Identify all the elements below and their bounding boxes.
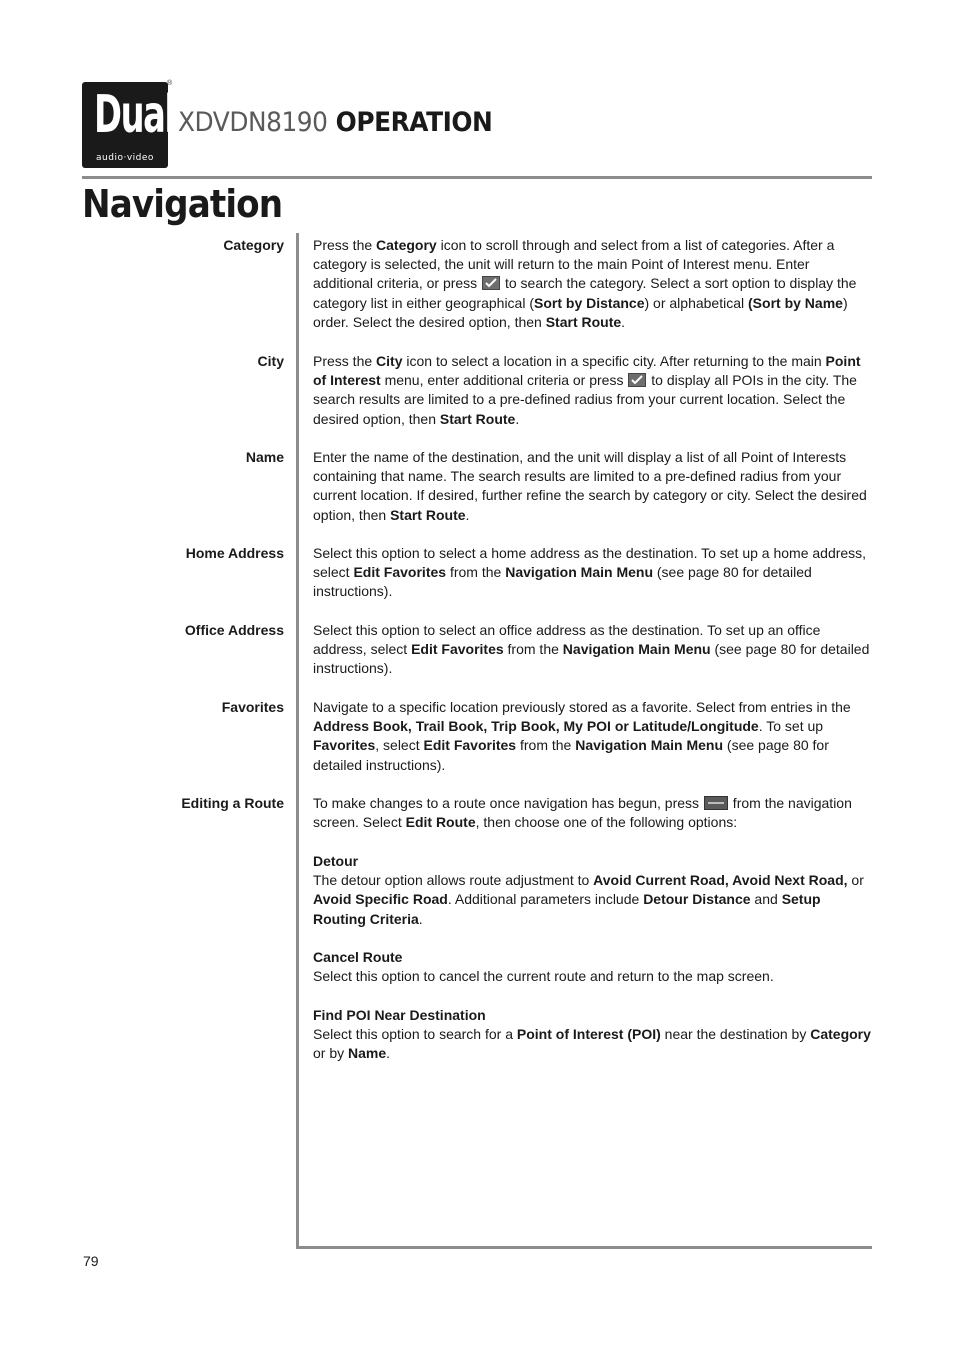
text: . xyxy=(465,506,470,523)
text: Press the xyxy=(313,237,377,253)
label-editing-a-route: Editing a Route xyxy=(181,795,284,811)
text-bold: Point of Interest (POI) xyxy=(516,1026,661,1043)
text: . xyxy=(515,410,520,427)
text: icon to scroll through and select from a list of categories. After a category is selected, the unit will return to the main Point of Interest menu. Enter additional criteria, or press xyxy=(313,237,835,292)
text: from the xyxy=(503,641,563,658)
text-bold: Edit Favorites xyxy=(423,737,517,754)
text: to display all POIs in the city. The search results are limited to a pre-defined radius from your current location. Select the desired option, then xyxy=(313,372,857,427)
label-city: City xyxy=(257,353,284,369)
text-bold: Edit Route xyxy=(405,814,476,831)
text: near the destination by xyxy=(660,1026,811,1043)
text: . To set up xyxy=(758,718,824,735)
text-bold: Navigation Main Menu xyxy=(562,641,711,658)
menu-icon xyxy=(704,796,728,810)
header-title xyxy=(178,106,492,140)
text-bold: City xyxy=(376,353,403,369)
label-category: Category xyxy=(223,237,284,253)
para-category xyxy=(313,236,873,332)
para-name xyxy=(313,448,873,525)
text: . xyxy=(621,313,626,330)
text-bold: Start Route xyxy=(545,313,622,330)
text-bold: Address Book, Trail Book, Trip Book, My POI or Latitude/Longitude xyxy=(313,718,759,735)
text-bold: Sort by Distance xyxy=(534,294,645,311)
text-bold: Avoid Current Road, Avoid Next Road, xyxy=(593,872,848,889)
text: Enter the name of the destination, and the unit will display a list of all Point of Interests containing that name. The search results are limited to a pre-defined radius from your current location. If desired, further refine the search by category or city. Select the desired option, then xyxy=(313,449,867,523)
para-cancel-route xyxy=(313,948,873,986)
dual-logo xyxy=(82,82,175,168)
label-home-address: Home Address xyxy=(185,545,284,561)
text-bold: Edit Favorites xyxy=(353,564,447,581)
text: Select this option to cancel the current route and return to the map screen. xyxy=(313,968,774,985)
subheading-cancel-route: Cancel Route xyxy=(313,949,403,965)
text-bold: Navigation Main Menu xyxy=(575,737,724,754)
subheading-find-poi: Find POI Near Destination xyxy=(313,1007,486,1023)
text-bold: Category xyxy=(376,237,437,253)
text: ) order. Select the desired option, then xyxy=(313,294,848,330)
text-bold: Name xyxy=(348,1045,387,1062)
para-editing-a-route xyxy=(313,794,873,832)
text: Select this option to select a home address as the destination. To set up a home address, select xyxy=(313,545,867,581)
text: from the navigation screen. Select xyxy=(313,795,852,831)
text: , then choose one of the following options: xyxy=(475,814,738,831)
page-title: Navigation xyxy=(82,182,283,226)
label-favorites: Favorites xyxy=(221,699,284,715)
text: from the xyxy=(516,737,576,754)
text-bold: Start Route xyxy=(390,506,466,523)
top-divider xyxy=(82,176,872,179)
text: or xyxy=(847,872,864,889)
text: . xyxy=(418,910,423,927)
text: Select this option to select an office address as the destination. To set up an office address, select xyxy=(313,622,821,658)
text-bold: Edit Favorites xyxy=(411,641,504,658)
label-name: Name xyxy=(245,449,284,465)
registered-mark: ® xyxy=(167,80,173,87)
text: Press the xyxy=(313,353,377,369)
bottom-divider xyxy=(296,1246,872,1249)
text: menu, enter additional criteria or press xyxy=(380,372,628,389)
text: or by xyxy=(313,1045,349,1062)
text-bold: Avoid Specific Road xyxy=(313,891,448,908)
model-number: XDVDN8190 xyxy=(178,107,328,138)
para-city xyxy=(313,352,873,429)
subheading-detour: Detour xyxy=(313,853,359,869)
text: Select this option to search for a xyxy=(313,1026,517,1043)
text: to search the category. Select a sort option to display the category list in either geographical ( xyxy=(313,275,857,311)
logo-wordmark: Dual xyxy=(94,85,175,145)
text-bold: Point of Interest xyxy=(313,353,861,389)
text-bold: Category xyxy=(810,1026,871,1043)
operation-label: OPERATION xyxy=(335,107,493,138)
text-bold: Detour Distance xyxy=(643,891,751,908)
text: Navigate to a specific location previously stored as a favorite. Select from entries in the xyxy=(313,699,851,715)
text: (see page 80 for detailed instructions). xyxy=(313,641,870,677)
column-divider xyxy=(296,233,299,1247)
text: , select xyxy=(375,737,424,754)
text-bold: (Sort by Name xyxy=(748,294,843,311)
logo-subtitle: audio·video xyxy=(96,153,154,163)
text: (see page 80 for detailed instructions). xyxy=(313,564,812,600)
text: icon to select a location in a specific city. After returning to the main xyxy=(402,353,826,369)
checkmark-icon xyxy=(628,373,646,387)
text: from the xyxy=(446,564,506,581)
label-office-address: Office Address xyxy=(184,622,284,638)
checkmark-icon xyxy=(482,276,500,290)
text: The detour option allows route adjustment to xyxy=(313,872,594,889)
para-office-address xyxy=(313,621,873,679)
text: . Additional parameters include xyxy=(447,891,644,908)
text-bold: Navigation Main Menu xyxy=(505,564,653,581)
text: . xyxy=(386,1045,391,1062)
para-detour xyxy=(313,852,873,929)
text: To make changes to a route once navigation has begun, press xyxy=(313,795,703,811)
page-number: 79 xyxy=(83,1253,99,1269)
text: and xyxy=(750,891,782,908)
text-bold: Start Route xyxy=(439,410,516,427)
text: (see page 80 for detailed instructions). xyxy=(313,737,829,773)
para-home-address xyxy=(313,544,873,602)
para-favorites xyxy=(313,698,873,775)
text-bold: Setup Routing Criteria xyxy=(313,891,821,927)
text: ) or alphabetical xyxy=(644,294,749,311)
text-bold: Favorites xyxy=(313,737,376,754)
para-find-poi xyxy=(313,1006,873,1064)
